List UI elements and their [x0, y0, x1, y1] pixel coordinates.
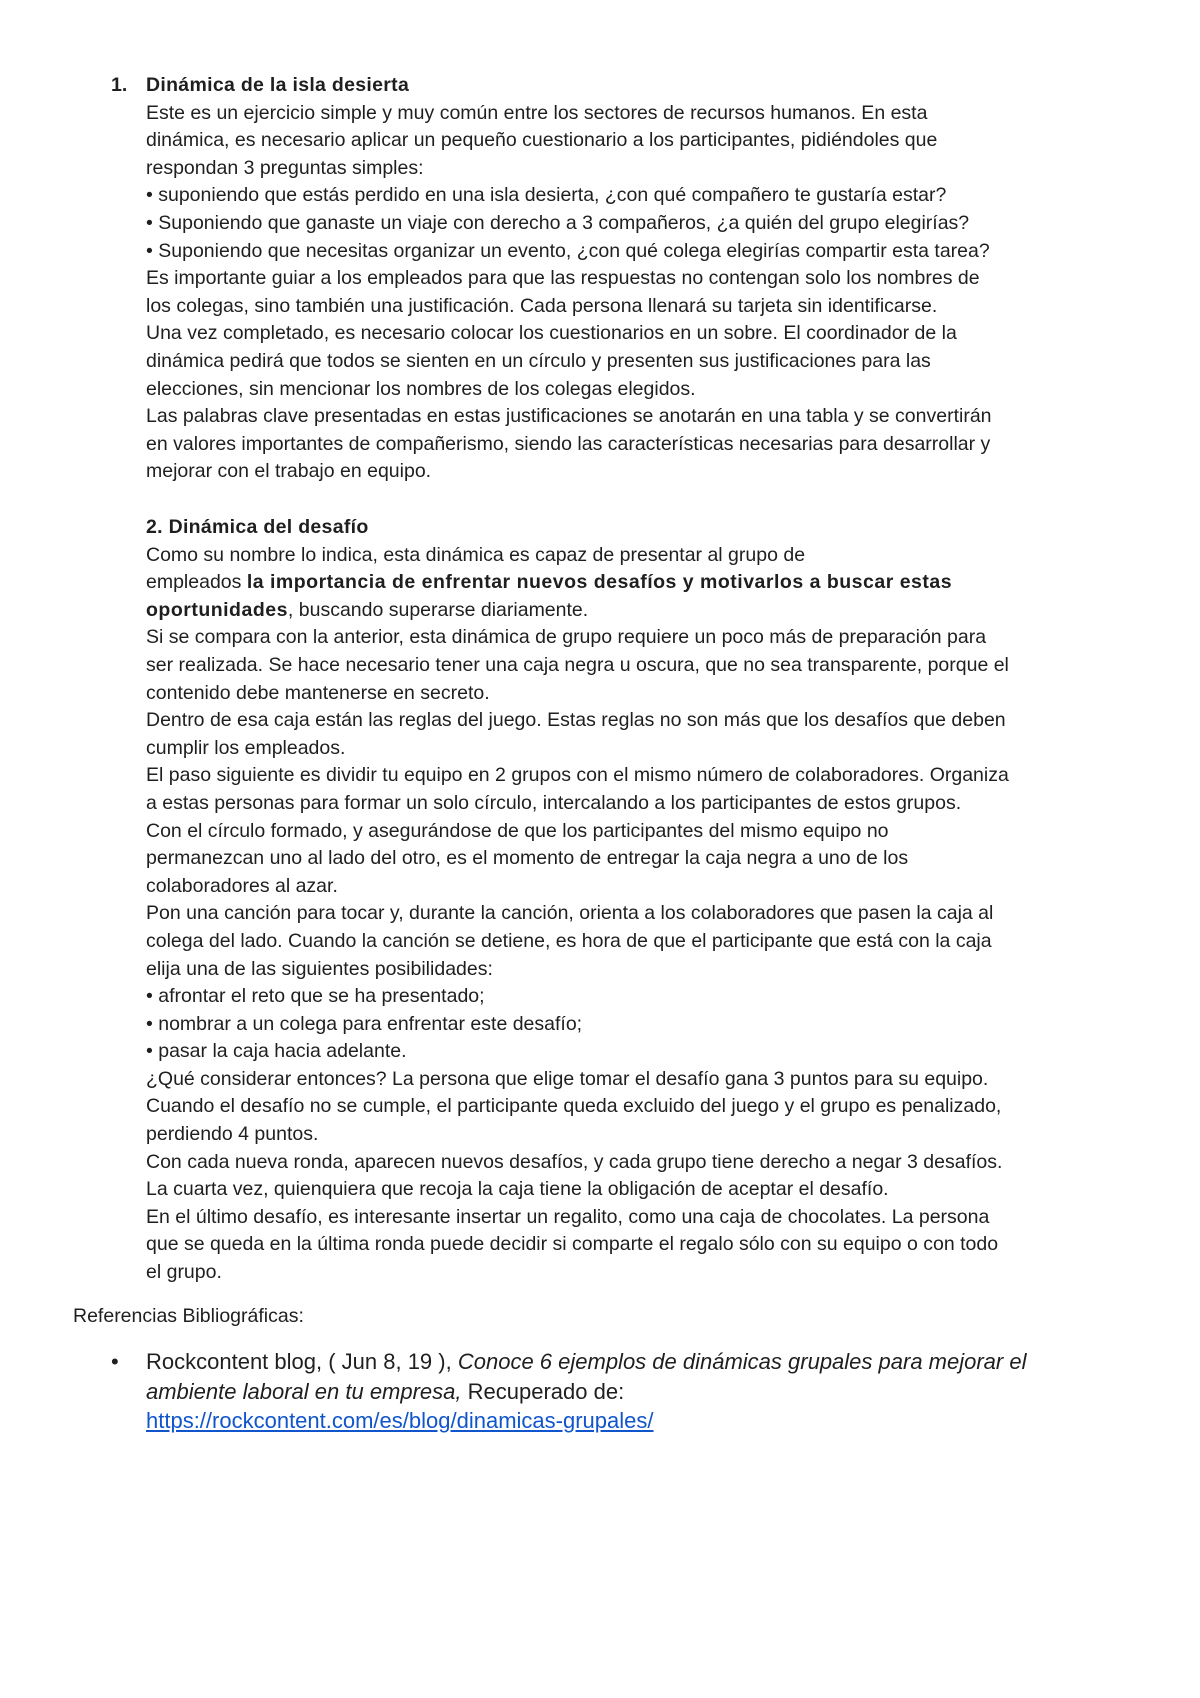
reference-line [146, 1377, 1146, 1407]
paragraph-line: dinámica pedirá que todos se sienten en un círculo y presenten sus justificaciones para las [146, 349, 931, 372]
bullet-item: • Suponiendo que necesitas organizar un evento, ¿con qué colega elegirías compartir esta tarea? [146, 239, 990, 262]
paragraph-line: cumplir los empleados. [146, 736, 346, 759]
paragraph-line: Con cada nueva ronda, aparecen nuevos desafíos, y cada grupo tiene derecho a negar 3 desafíos. [146, 1150, 1003, 1173]
bullet-item: • Suponiendo que ganaste un viaje con derecho a 3 compañeros, ¿a quién del grupo elegirías? [146, 211, 970, 234]
paragraph-line: a estas personas para formar un solo círculo, intercalando a los participantes de estos grupos. [146, 791, 962, 814]
paragraph-line: Con el círculo formado, y asegurándose de que los participantes del mismo equipo no [146, 819, 889, 842]
paragraph-line: Es importante guiar a los empleados para que las respuestas no contengan solo los nombres de [146, 267, 980, 290]
bullet-icon: • [111, 1349, 119, 1374]
reference-retrieved: Recuperado de: [461, 1378, 625, 1404]
paragraph-line: permanezcan uno al lado del otro, es el momento de entregar la caja negra a uno de los [146, 847, 909, 870]
paragraph-line: En el último desafío, es interesante insertar un regalito, como una caja de chocolates. La persona [146, 1205, 990, 1228]
paragraph-line: dinámica, es necesario aplicar un pequeño cuestionario a los participantes, pidiéndoles que [146, 129, 938, 152]
paragraph-line: el grupo. [146, 1261, 222, 1284]
paragraph-line: respondan 3 preguntas simples: [146, 156, 424, 179]
paragraph-line: Cuando el desafío no se cumple, el participante queda excluido del juego y el grupo es penalizado, [146, 1095, 1002, 1118]
paragraph-line: Este es un ejercicio simple y muy común entre los sectores de recursos humanos. En esta [146, 101, 928, 124]
intro-prefix: empleados [146, 571, 247, 594]
reference-title-cont: ambiente laboral en tu empresa, [146, 1378, 462, 1404]
section-number: 1. [111, 74, 128, 96]
reference-link[interactable]: https://rockcontent.com/es/blog/dinamicas-grupales/ [146, 1408, 654, 1433]
paragraph-line: mejorar con el trabajo en equipo. [146, 460, 432, 483]
paragraph-line: perdiendo 4 puntos. [146, 1123, 319, 1146]
paragraph-line: Como su nombre lo indica, esta dinámica es capaz de presentar al grupo de [146, 543, 806, 566]
paragraph-line: Una vez completado, es necesario colocar los cuestionarios en un sobre. El coordinador de la [146, 322, 957, 345]
paragraph-line: elija una de las siguientes posibilidades: [146, 957, 493, 980]
paragraph-line: Pon una canción para tocar y, durante la canción, orienta a los colaboradores que pasen la caja al [146, 902, 994, 925]
paragraph-line: La cuarta vez, quienquiera que recoja la caja tiene la obligación de aceptar el desafío. [146, 1178, 889, 1201]
emphasis-text: la importancia de enfrentar nuevos desafíos y motivarlos a buscar estas [246, 571, 953, 594]
intro-rest: , buscando superarse diariamente. [287, 598, 589, 621]
emphasis-text: oportunidades [146, 598, 288, 621]
paragraph-line: contenido debe mantenerse en secreto. [146, 681, 490, 704]
paragraph-line: colaboradores al azar. [146, 874, 338, 897]
reference-title: Conoce 6 ejemplos de dinámicas grupales para mejorar el [457, 1349, 1027, 1374]
bullet-item: • afrontar el reto que se ha presentado; [146, 985, 485, 1008]
paragraph-line: colega del lado. Cuando la canción se detiene, es hora de que el participante que está con la caja [146, 929, 992, 952]
paragraph-line: los colegas, sino también una justificación. Cada persona llenará su tarjeta sin identificarse. [146, 294, 938, 317]
paragraph-line: en valores importantes de compañerismo, siendo las características necesarias para desarrollar y [146, 432, 991, 455]
reference-item [111, 1347, 1146, 1436]
paragraph-line [146, 597, 1146, 625]
reference-line [146, 1347, 1146, 1377]
bullet-item: • nombrar a un colega para enfrentar este desafío; [146, 1012, 583, 1035]
paragraph-line: elecciones, sin mencionar los nombres de los colegas elegidos. [146, 377, 696, 400]
reference-line [146, 1406, 1146, 1436]
bullet-item: • pasar la caja hacia adelante. [146, 1040, 407, 1063]
section-desafio [146, 514, 1146, 1287]
section-isla-desierta [111, 72, 1146, 486]
paragraph-line [146, 569, 1146, 597]
paragraph-line: El paso siguiente es dividir tu equipo en 2 grupos con el mismo número de colaboradores. Organiza [146, 764, 1009, 787]
references-title: Referencias Bibliográficas: [73, 1305, 304, 1327]
section-heading: Dinámica de la isla desierta [146, 74, 410, 96]
paragraph-line: ser realizada. Se hace necesario tener una caja negra u oscura, que no sea transparente, porque el [146, 653, 1009, 676]
paragraph-line: ¿Qué considerar entonces? La persona que elige tomar el desafío gana 3 puntos para su equipo. [146, 1067, 989, 1090]
bullet-item: • suponiendo que estás perdido en una isla desierta, ¿con qué compañero te gustaría estar? [146, 184, 947, 207]
reference-source: Rockcontent blog, ( Jun 8, 19 ), [146, 1349, 458, 1374]
section-heading: 2. Dinámica del desafío [146, 516, 369, 538]
paragraph-line: Si se compara con la anterior, esta dinámica de grupo requiere un poco más de preparación para [146, 626, 987, 649]
paragraph-line: Las palabras clave presentadas en estas justificaciones se anotarán en una tabla y se convertirán [146, 405, 992, 428]
paragraph-line: que se queda en la última ronda puede decidir si comparte el regalo sólo con su equipo o con todo [146, 1233, 999, 1256]
paragraph-line: Dentro de esa caja están las reglas del juego. Estas reglas no son más que los desafíos que deben [146, 709, 1006, 732]
